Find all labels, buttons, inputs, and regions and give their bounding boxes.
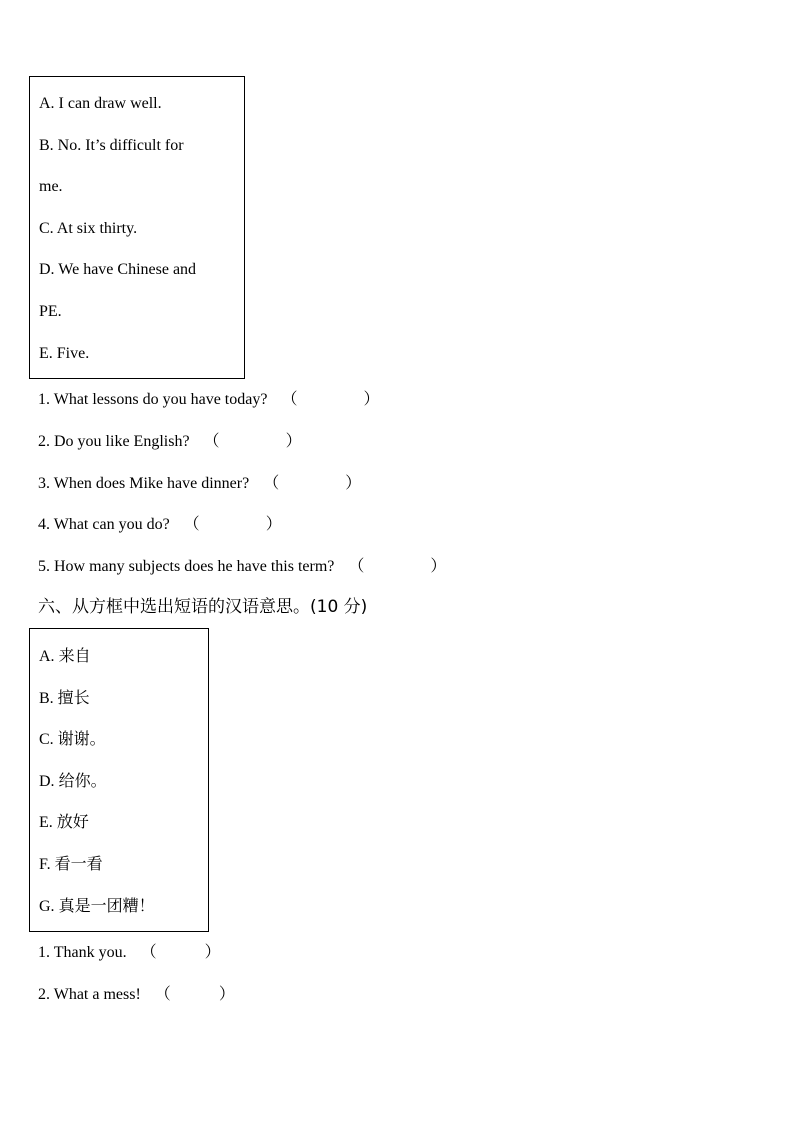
question-text: 5. How many subjects does he have this term? xyxy=(38,558,335,575)
section6-option-d: D. 给你。 xyxy=(39,771,107,790)
section5-option-a: A. I can draw well. xyxy=(39,95,162,112)
section6-option-g: G. 真是一团糟！ xyxy=(39,896,155,915)
question-text: 1. What lessons do you have today? xyxy=(38,391,268,408)
question-text: 4. What can you do? xyxy=(38,516,170,533)
section5-option-c: C. At six thirty. xyxy=(39,220,138,237)
section6-question-2 xyxy=(38,985,235,1005)
answer-blank[interactable]: （ ） xyxy=(154,986,235,1003)
section6-question-1 xyxy=(38,943,221,963)
section5-option-d-cont: PE. xyxy=(39,303,62,320)
question-text: 1. Thank you. xyxy=(38,944,127,961)
answer-blank[interactable]: （ ） xyxy=(203,433,302,450)
question-text: 3. When does Mike have dinner? xyxy=(38,475,250,492)
section6-heading: 六、从方框中选出短语的汉语意思。(10 分) xyxy=(38,597,368,617)
section5-question-5 xyxy=(38,557,446,577)
question-text: 2. Do you like English? xyxy=(38,433,190,450)
section6-option-c: C. 谢谢。 xyxy=(39,729,106,748)
answer-blank[interactable]: （ ） xyxy=(348,558,447,575)
section6-options-box xyxy=(29,628,209,932)
question-text: 2. What a mess! xyxy=(38,986,141,1003)
section5-question-4 xyxy=(38,515,282,535)
section6-option-b: B. 擅长 xyxy=(39,688,90,707)
section5-option-e: E. Five. xyxy=(39,345,90,362)
answer-blank[interactable]: （ ） xyxy=(140,944,221,961)
section6-option-a: A. 来自 xyxy=(39,646,91,665)
answer-blank[interactable]: （ ） xyxy=(183,516,282,533)
section5-question-2 xyxy=(38,432,302,452)
section6-option-e: E. 放好 xyxy=(39,812,89,831)
section5-option-d: D. We have Chinese and xyxy=(39,261,197,278)
section5-options-box xyxy=(29,76,245,379)
section5-option-b-cont: me. xyxy=(39,178,63,195)
section5-question-3 xyxy=(38,474,361,494)
answer-blank[interactable]: （ ） xyxy=(281,391,380,408)
section5-question-1 xyxy=(38,390,379,410)
answer-blank[interactable]: （ ） xyxy=(263,475,362,492)
section6-option-f: F. 看一看 xyxy=(39,854,103,873)
section5-option-b: B. No. It’s difficult for xyxy=(39,137,184,154)
